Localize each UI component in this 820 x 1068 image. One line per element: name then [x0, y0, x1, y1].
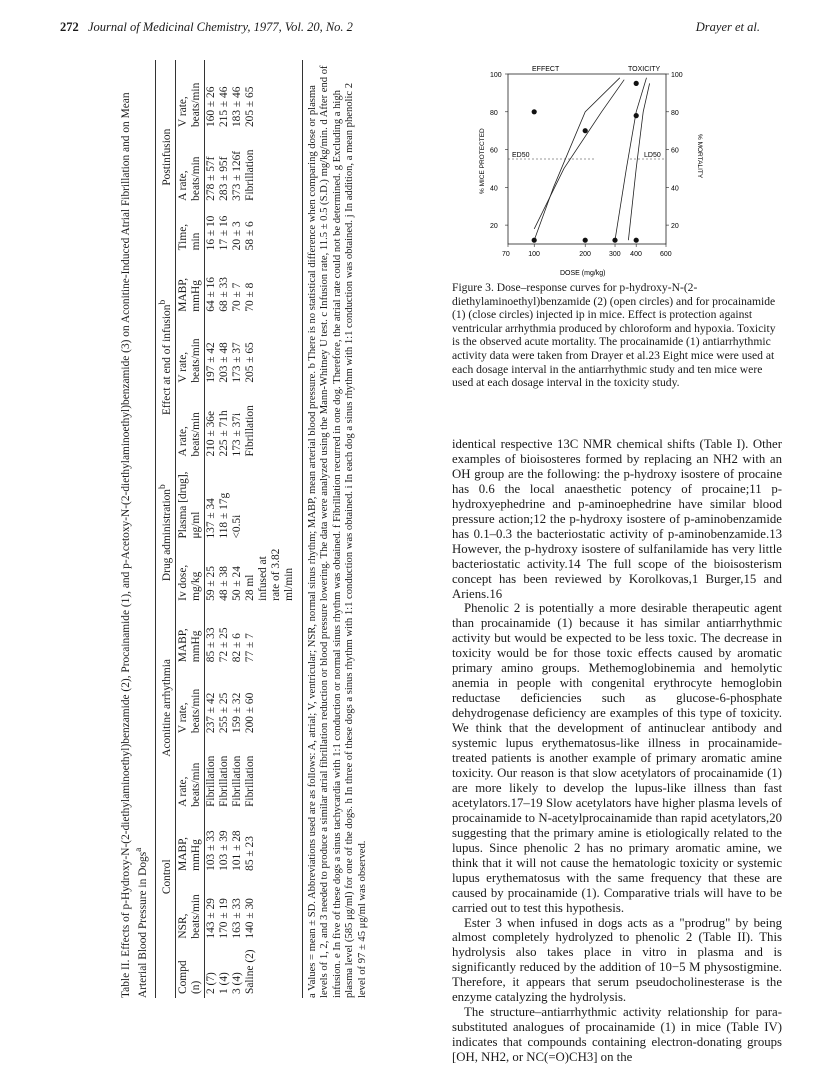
left-axis-label: % MICE PROTECTED [479, 128, 486, 194]
table-cell: 68 ± 33 [217, 277, 230, 312]
column-header: Iv dose, mg/kg [176, 564, 202, 601]
table-cell: 50 ± 24 [230, 566, 243, 601]
table-cell: 143 ± 29 [204, 898, 217, 939]
toxicity-label: TOXICITY [628, 66, 661, 73]
table-row [244, 60, 296, 998]
table-cell: 28 ml infused at rate of 3.82 ml/min [243, 548, 295, 601]
table-row [218, 60, 231, 998]
running-head: Drayer et al. [695, 20, 760, 34]
y-tick-label: 60 [490, 147, 498, 155]
table-cell: 59 ± 25 [204, 566, 217, 601]
table-cell: 82 ± 6 [230, 633, 243, 663]
table-cell: 58 ± 6 [243, 221, 256, 251]
table-cell: 48 ± 38 [217, 566, 230, 601]
table-cell: 70 ± 7 [230, 282, 243, 312]
x-tick-label: 300 [609, 251, 621, 258]
table-caption-text: Table II. Effects of p-Hydroxy-N-(2-diethylaminoethyl)benzamide (2), Procainamide (1), and p-Acetoxy-N-(2-diethylaminoethyl)benzamide (3) on Aconitine-Induced Atrial Fibrillation and on Mean Arterial Blood Pressure in Dogs [120, 92, 149, 998]
table-cell: Saline (2) [243, 949, 256, 994]
data-point [532, 109, 537, 114]
table-cell: 70 ± 8 [243, 282, 256, 312]
table-cell: 103 ± 39 [217, 830, 230, 871]
data-point [532, 238, 537, 243]
x-axis-label: DOSE (mg/kg) [560, 270, 606, 277]
table-body [204, 60, 296, 998]
table-cell: 225 ± 71h [217, 410, 230, 457]
data-point [612, 238, 617, 243]
data-point [583, 128, 588, 133]
table-cell: 210 ± 36e [204, 410, 217, 457]
table-cell: 173 ± 37 [230, 342, 243, 383]
group-postinfusion: Postinfusion [155, 60, 175, 254]
column-header: MABP, mmHg [176, 836, 202, 871]
table-cell: Fibrillation [204, 755, 217, 807]
table-cell: 64 ± 16 [204, 277, 217, 312]
ed50-label: ED50 [512, 152, 530, 159]
table-caption [120, 60, 150, 998]
column-header: V rate, beats/min [176, 338, 202, 383]
table-cell: 159 ± 32 [230, 692, 243, 734]
table-cell: Fibrillation [243, 149, 256, 201]
body-text [452, 437, 782, 1065]
table-cell: 255 ± 25 [217, 692, 230, 734]
table-cell: 205 ± 65 [243, 86, 256, 128]
table-cell: Fibrillation [230, 755, 243, 807]
table-cell: 197 ± 42 [204, 342, 217, 383]
table-cell: 283 ± 95f [217, 156, 230, 201]
table-cell: 183 ± 46 [230, 86, 243, 128]
dose-response-curves [534, 78, 649, 240]
effect-label: EFFECT [532, 66, 560, 73]
group-drug-admin-text: Drug administration [160, 489, 173, 582]
x-tick-label: 600 [660, 251, 672, 258]
column-header: Time, min [176, 223, 202, 251]
right-axis-label: % MORTALITY [696, 134, 703, 179]
table-cell: 215 ± 46 [217, 86, 230, 128]
table-cell: 85 ± 33 [204, 627, 217, 663]
column-header: A rate, beats/min [176, 156, 202, 201]
y2-tick-label: 40 [671, 185, 679, 193]
axis-ticks [490, 72, 683, 258]
group-effect [155, 254, 175, 460]
y2-tick-label: 80 [671, 109, 679, 117]
table-cell: 373 ± 126f [230, 150, 243, 201]
y-tick-label: 20 [490, 223, 498, 231]
ld50-label: LD50 [644, 152, 661, 159]
data-points [532, 81, 639, 243]
table-cell: 103 ± 33 [204, 830, 217, 871]
table-cell: Fibrillation [243, 405, 256, 457]
group-effect-text: Effect at end of infusion [160, 304, 173, 416]
table-cell: 237 ± 42 [204, 692, 217, 734]
data-point [634, 238, 639, 243]
column-header: V rate, beats/min [176, 82, 202, 128]
data-point [583, 238, 588, 243]
table-footnotes: a Values = mean ± SD. Abbreviations used are as follows: A, atrial; V, ventricular; NSR, normal sinus rhythm; MABP, mean arterial blood pressure. b There is no statistical difference when comparing dose or plasma levels of 1, 2, and 3 needed to produce a similar atrial fibrillation reduction or blood pressure lowering. The data were analyzed using the Mann-Whitney U test. c Infusion rate, 11.5 ± 0.5 (S.D.) mg/kg/min. d After end of infusion. e In five of these dogs a sinus tachycardia with 1:1 conduction or normal sinus rhythm was obtained. f Fibrillation recurred in one dog. Therefore, the atrial rate could not be determined. g Excluding a high plasma level (585 μg/ml) for one of the dogs. h In three of these dogs a sinus rhythm with 1:1 conduction was obtained. i In each dog a sinus rhythm with 1:1 conduction was obtained. j In addition, a mean phenolic 2 level of 97 ± 45 μg/ml was observed. [302, 60, 370, 998]
table-cell: 173 ± 37i [230, 412, 243, 457]
group-effect-sup: b [157, 299, 168, 305]
group-drug-admin-sup: b [157, 484, 168, 489]
table-cell: 77 ± 7 [243, 633, 256, 663]
toxicity-curve-2 [628, 83, 649, 240]
column-header: NSR, beats/min [176, 894, 202, 939]
table-cell: 170 ± 19 [217, 898, 230, 939]
x-tick-label: 400 [630, 251, 642, 258]
column-header: MABP, mmHg [176, 277, 202, 312]
table-cell: 20 ± 3 [230, 221, 243, 251]
table-cell: 137 ± 34 [204, 498, 217, 539]
y-tick-label: 100 [490, 72, 502, 79]
data-table [155, 60, 296, 998]
page-header [60, 20, 760, 38]
table-row [231, 60, 244, 998]
y-tick-label: 80 [490, 109, 498, 117]
table-cell: 140 ± 30 [243, 898, 256, 939]
group-header-row [155, 60, 175, 998]
column-header: V rate, beats/min [176, 688, 202, 734]
empty-group [155, 943, 175, 998]
table-cell: 85 ± 23 [243, 836, 256, 871]
table-cell: 17 ± 16 [217, 215, 230, 251]
paragraph-2: Phenolic 2 is potentially a more desirable therapeutic agent than procainamide (1) because it has similar antiarrhythmic activity but would be expected to be less toxic. The decrease in toxicity would be for those toxic effects caused by aromatic primary amino groups. Methemoglobinemia and hemolytic anemia in people with congenital erythrocyte hemoglobin reductase deficiencies such as glucose-6-phosphate dehydrogenase deficiency are examples of this type of toxicity. We think that the development of antinuclear antibody and systemic lupus erythematosus-like illness in procainamide-treated patients is another example of primary aromatic amine toxicity. Our reason is that slow acetylators of procainamide (1) are more likely to develop the lupus-like illness than fast acetylators.17–19 Slow acetylators have higher plasma levels of procainamide to N-acetylprocainamide than rapid acetylators,20 suggesting that the primary amine is etiologically related to the lupus. Since phenolic 2 has no primary aromatic amine, we think that it will not cause the hematologic toxicity or systemic lupus erythematosus with the same frequency that these are caused by procainamide (1). Comparative trials will have to be carried out to test this hypothesis. [452, 601, 782, 915]
x-tick-label: 70 [502, 251, 510, 258]
effect-curve-2 [534, 80, 624, 229]
paragraph-4: The structure–antiarrhythmic activity relationship for para-substituted analogues of procainamide (1) in mice (Table IV) indicates that compounds containing electron-donating groups [OH, NH2, or NC(=O)CH3] on the [452, 1005, 782, 1065]
y2-tick-label: 60 [671, 147, 679, 155]
column-header: A rate, beats/min [176, 762, 202, 807]
table-ii [120, 60, 368, 998]
paragraph-3: Ester 3 when infused in dogs acts as a "prodrug" by being almost completely hydrolyzed to phenolic 2 (Table II). This hydrolysis also takes place in vitro in plasma and is significantly reduced by the addition of 10−5 M physostigmine. Therefore, it appears that serum pseudocholinesterase is the enzyme catalyzing the hydrolysis. [452, 915, 782, 1005]
x-tick-label: 200 [579, 251, 591, 258]
table-cell: 72 ± 25 [217, 627, 230, 663]
table-cell: 101 ± 28 [230, 830, 243, 871]
table-cell: <0.5i [230, 514, 243, 539]
group-aconitine: Aconitine arrhythmia [155, 605, 175, 811]
paragraph-1: identical respective 13C NMR chemical shifts (Table I). Other examples of bioisosteres formed by replacing an NH2 with an OH group are the following: the p-hydroxy isostere of procaine has 0.6 the local anaesthetic potency of procaine;11 p-hydroxyephedrine and p-aminoephedrine have similar blood pressure action;12 the p-hydroxy isostere of p-aminobenzamide has 0.1–0.3 the bacteriostatic activity of p-aminobenzamide.13 However, the p-hydroxy isostere of sulfanilamide has very little bacteriostatic activity.14 The full scope of the bioisosterism concept has been reviewed by Korolkovas,1 Burger,15 and Ariens.16 [452, 437, 782, 601]
table-cell: 16 ± 10 [204, 215, 217, 251]
data-point [634, 113, 639, 118]
column-header: A rate, beats/min [176, 412, 202, 457]
table-cell: 1 (4) [217, 972, 230, 994]
table-cell: 118 ± 17g [217, 492, 230, 539]
table-cell: 205 ± 65 [243, 342, 256, 383]
page-number: 272 [60, 20, 79, 34]
table-cell: Fibrillation [217, 755, 230, 807]
table-cell: Fibrillation [243, 755, 256, 807]
column-header: MABP, mmHg [176, 628, 202, 663]
column-header: Plasma [drug], μg/ml [176, 471, 202, 539]
table-cell: 200 ± 60 [243, 692, 256, 734]
table-row [204, 60, 218, 998]
group-drug-admin [155, 460, 175, 604]
table-cell: 3 (4) [230, 972, 243, 994]
table-cell: 278 ± 57f [204, 156, 217, 201]
table-cell: 163 ± 33 [230, 898, 243, 939]
column-header: Compd (n) [176, 960, 202, 994]
y2-tick-label: 100 [671, 72, 683, 79]
caption-footnote-mark: a [134, 847, 144, 852]
table-cell: 203 ± 48 [217, 342, 230, 383]
column-header-row [175, 60, 204, 998]
group-control: Control [155, 811, 175, 943]
x-tick-label: 100 [528, 251, 540, 258]
figure-caption: Figure 3. Dose–response curves for p-hydroxy-N-(2-diethylaminoethyl)benzamide (2) (open circles) and for procainamide (1) (close circles) injected ip in mice. Effect is protection against ventricular arrhythmia produced by chloroform and hypoxia. Toxicity is the observed acute mortality. The procainamide (1) antiarrhythmic activity data were taken from Drayer et al.23 Eight mice were used at each dosage interval in the antiarrhythmic study and ten mice were used at each dosage interval in the toxicity study. [452, 281, 776, 390]
table-cell [244, 460, 296, 542]
y2-tick-label: 20 [671, 223, 679, 231]
figure-3 [470, 62, 718, 278]
data-point [634, 81, 639, 86]
table-cell: 2 (7) [204, 972, 217, 994]
journal-citation: Journal of Medicinal Chemistry, 1977, Vol. 20, No. 2 [88, 20, 353, 34]
dose-response-chart [470, 62, 718, 278]
table-cell: 160 ± 26 [204, 86, 217, 128]
y-tick-label: 40 [490, 185, 498, 193]
